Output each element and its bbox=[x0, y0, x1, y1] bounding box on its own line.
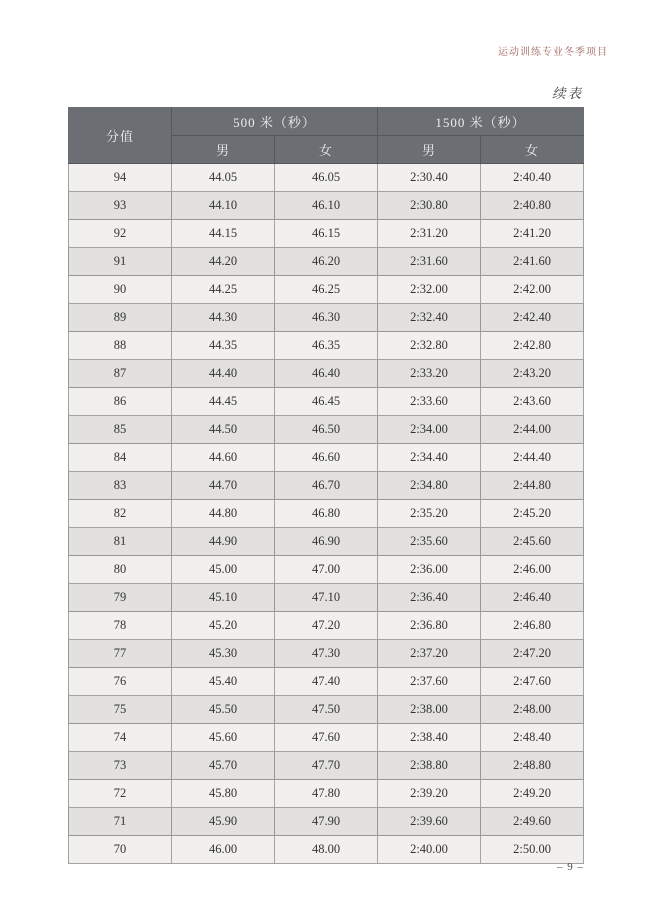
cell-m1500: 2:39.60 bbox=[378, 808, 481, 836]
cell-m1500: 2:34.40 bbox=[378, 444, 481, 472]
table-row bbox=[69, 220, 584, 248]
cell-m500: 44.60 bbox=[172, 444, 275, 472]
table-row bbox=[69, 192, 584, 220]
cell-f1500: 2:48.40 bbox=[481, 724, 584, 752]
cell-f500: 47.00 bbox=[275, 556, 378, 584]
col-group-1500m: 1500 米（秒） bbox=[378, 108, 584, 136]
cell-score: 76 bbox=[69, 668, 172, 696]
cell-f1500: 2:40.40 bbox=[481, 164, 584, 192]
cell-m500: 44.40 bbox=[172, 360, 275, 388]
cell-f1500: 2:44.00 bbox=[481, 416, 584, 444]
table-row bbox=[69, 332, 584, 360]
cell-score: 86 bbox=[69, 388, 172, 416]
cell-m500: 45.30 bbox=[172, 640, 275, 668]
cell-score: 87 bbox=[69, 360, 172, 388]
cell-m1500: 2:31.60 bbox=[378, 248, 481, 276]
cell-score: 93 bbox=[69, 192, 172, 220]
cell-m1500: 2:38.00 bbox=[378, 696, 481, 724]
table-row bbox=[69, 752, 584, 780]
table-row bbox=[69, 724, 584, 752]
cell-f500: 46.90 bbox=[275, 528, 378, 556]
cell-m500: 45.00 bbox=[172, 556, 275, 584]
cell-f1500: 2:50.00 bbox=[481, 836, 584, 864]
table-row bbox=[69, 248, 584, 276]
cell-m1500: 2:38.40 bbox=[378, 724, 481, 752]
cell-m1500: 2:34.00 bbox=[378, 416, 481, 444]
table-row bbox=[69, 500, 584, 528]
col-header-500m-female: 女 bbox=[275, 136, 378, 164]
cell-f1500: 2:47.60 bbox=[481, 668, 584, 696]
cell-f1500: 2:47.20 bbox=[481, 640, 584, 668]
cell-m500: 45.10 bbox=[172, 584, 275, 612]
cell-f500: 46.25 bbox=[275, 276, 378, 304]
table-body bbox=[69, 164, 584, 864]
cell-score: 70 bbox=[69, 836, 172, 864]
table-row bbox=[69, 808, 584, 836]
cell-score: 78 bbox=[69, 612, 172, 640]
continued-table-label: 续表 bbox=[552, 86, 583, 101]
cell-f500: 46.50 bbox=[275, 416, 378, 444]
cell-f500: 46.70 bbox=[275, 472, 378, 500]
cell-score: 82 bbox=[69, 500, 172, 528]
cell-m500: 44.90 bbox=[172, 528, 275, 556]
cell-m500: 44.20 bbox=[172, 248, 275, 276]
cell-m1500: 2:31.20 bbox=[378, 220, 481, 248]
cell-f1500: 2:46.80 bbox=[481, 612, 584, 640]
cell-f500: 46.35 bbox=[275, 332, 378, 360]
cell-f500: 47.50 bbox=[275, 696, 378, 724]
col-header-1500m-male: 男 bbox=[378, 136, 481, 164]
table-row bbox=[69, 388, 584, 416]
table-row bbox=[69, 584, 584, 612]
cell-score: 85 bbox=[69, 416, 172, 444]
col-header-1500m-female: 女 bbox=[481, 136, 584, 164]
cell-f500: 47.40 bbox=[275, 668, 378, 696]
cell-m500: 45.60 bbox=[172, 724, 275, 752]
cell-f500: 46.60 bbox=[275, 444, 378, 472]
cell-f1500: 2:41.20 bbox=[481, 220, 584, 248]
table-header-row-groups bbox=[69, 108, 584, 136]
cell-score: 72 bbox=[69, 780, 172, 808]
cell-score: 89 bbox=[69, 304, 172, 332]
cell-m1500: 2:32.40 bbox=[378, 304, 481, 332]
cell-f500: 47.20 bbox=[275, 612, 378, 640]
col-group-500m: 500 米（秒） bbox=[172, 108, 378, 136]
cell-m500: 44.80 bbox=[172, 500, 275, 528]
cell-m1500: 2:32.80 bbox=[378, 332, 481, 360]
cell-m500: 44.05 bbox=[172, 164, 275, 192]
table-row bbox=[69, 836, 584, 864]
table-row bbox=[69, 304, 584, 332]
cell-f500: 46.10 bbox=[275, 192, 378, 220]
cell-m500: 45.90 bbox=[172, 808, 275, 836]
cell-f1500: 2:43.20 bbox=[481, 360, 584, 388]
cell-m500: 45.50 bbox=[172, 696, 275, 724]
cell-m1500: 2:37.60 bbox=[378, 668, 481, 696]
cell-f1500: 2:42.40 bbox=[481, 304, 584, 332]
cell-m500: 46.00 bbox=[172, 836, 275, 864]
cell-m500: 44.10 bbox=[172, 192, 275, 220]
table-row bbox=[69, 668, 584, 696]
cell-m1500: 2:36.00 bbox=[378, 556, 481, 584]
cell-f1500: 2:43.60 bbox=[481, 388, 584, 416]
cell-m500: 44.25 bbox=[172, 276, 275, 304]
table-row bbox=[69, 612, 584, 640]
cell-m1500: 2:38.80 bbox=[378, 752, 481, 780]
score-table bbox=[68, 107, 584, 864]
cell-score: 79 bbox=[69, 584, 172, 612]
cell-f500: 47.60 bbox=[275, 724, 378, 752]
cell-m1500: 2:36.40 bbox=[378, 584, 481, 612]
cell-m500: 45.70 bbox=[172, 752, 275, 780]
cell-f1500: 2:40.80 bbox=[481, 192, 584, 220]
running-header: 运动训练专业冬季项目 bbox=[498, 47, 608, 58]
cell-m1500: 2:40.00 bbox=[378, 836, 481, 864]
cell-m1500: 2:35.20 bbox=[378, 500, 481, 528]
cell-f1500: 2:45.20 bbox=[481, 500, 584, 528]
cell-f500: 46.80 bbox=[275, 500, 378, 528]
cell-score: 75 bbox=[69, 696, 172, 724]
cell-m500: 45.80 bbox=[172, 780, 275, 808]
cell-score: 83 bbox=[69, 472, 172, 500]
table-row bbox=[69, 416, 584, 444]
cell-m1500: 2:33.60 bbox=[378, 388, 481, 416]
cell-f500: 46.15 bbox=[275, 220, 378, 248]
cell-m1500: 2:37.20 bbox=[378, 640, 481, 668]
col-header-500m-male: 男 bbox=[172, 136, 275, 164]
table-row bbox=[69, 640, 584, 668]
cell-f500: 46.05 bbox=[275, 164, 378, 192]
cell-f1500: 2:46.40 bbox=[481, 584, 584, 612]
cell-f500: 46.45 bbox=[275, 388, 378, 416]
cell-f1500: 2:48.80 bbox=[481, 752, 584, 780]
cell-f1500: 2:48.00 bbox=[481, 696, 584, 724]
table-row bbox=[69, 528, 584, 556]
cell-f500: 47.30 bbox=[275, 640, 378, 668]
cell-f1500: 2:49.60 bbox=[481, 808, 584, 836]
cell-m1500: 2:39.20 bbox=[378, 780, 481, 808]
cell-m1500: 2:35.60 bbox=[378, 528, 481, 556]
cell-f500: 46.30 bbox=[275, 304, 378, 332]
cell-score: 94 bbox=[69, 164, 172, 192]
cell-f500: 46.20 bbox=[275, 248, 378, 276]
cell-m500: 44.30 bbox=[172, 304, 275, 332]
cell-score: 80 bbox=[69, 556, 172, 584]
table-row bbox=[69, 556, 584, 584]
cell-f1500: 2:46.00 bbox=[481, 556, 584, 584]
cell-score: 90 bbox=[69, 276, 172, 304]
table-row bbox=[69, 472, 584, 500]
cell-m1500: 2:36.80 bbox=[378, 612, 481, 640]
cell-score: 73 bbox=[69, 752, 172, 780]
cell-m1500: 2:30.40 bbox=[378, 164, 481, 192]
cell-f1500: 2:45.60 bbox=[481, 528, 584, 556]
cell-m500: 44.50 bbox=[172, 416, 275, 444]
cell-m500: 45.40 bbox=[172, 668, 275, 696]
cell-f1500: 2:44.40 bbox=[481, 444, 584, 472]
cell-m1500: 2:33.20 bbox=[378, 360, 481, 388]
cell-f500: 47.90 bbox=[275, 808, 378, 836]
cell-m500: 44.35 bbox=[172, 332, 275, 360]
cell-m1500: 2:30.80 bbox=[378, 192, 481, 220]
table-row bbox=[69, 360, 584, 388]
cell-score: 84 bbox=[69, 444, 172, 472]
cell-f500: 48.00 bbox=[275, 836, 378, 864]
cell-f1500: 2:41.60 bbox=[481, 248, 584, 276]
cell-f1500: 2:44.80 bbox=[481, 472, 584, 500]
cell-m500: 44.70 bbox=[172, 472, 275, 500]
cell-m500: 44.15 bbox=[172, 220, 275, 248]
table-row bbox=[69, 780, 584, 808]
cell-f1500: 2:42.00 bbox=[481, 276, 584, 304]
cell-f500: 47.70 bbox=[275, 752, 378, 780]
cell-score: 81 bbox=[69, 528, 172, 556]
table-row bbox=[69, 276, 584, 304]
cell-score: 77 bbox=[69, 640, 172, 668]
cell-score: 91 bbox=[69, 248, 172, 276]
cell-score: 88 bbox=[69, 332, 172, 360]
cell-f1500: 2:49.20 bbox=[481, 780, 584, 808]
cell-m500: 44.45 bbox=[172, 388, 275, 416]
table-row bbox=[69, 164, 584, 192]
cell-f500: 47.10 bbox=[275, 584, 378, 612]
table-row bbox=[69, 696, 584, 724]
cell-m1500: 2:32.00 bbox=[378, 276, 481, 304]
cell-score: 71 bbox=[69, 808, 172, 836]
cell-f1500: 2:42.80 bbox=[481, 332, 584, 360]
cell-f500: 46.40 bbox=[275, 360, 378, 388]
cell-m500: 45.20 bbox=[172, 612, 275, 640]
cell-m1500: 2:34.80 bbox=[378, 472, 481, 500]
table-row bbox=[69, 444, 584, 472]
page-number: – 9 – bbox=[557, 861, 584, 873]
cell-f500: 47.80 bbox=[275, 780, 378, 808]
col-header-score: 分值 bbox=[69, 108, 172, 164]
cell-score: 92 bbox=[69, 220, 172, 248]
table-header bbox=[69, 108, 584, 164]
cell-score: 74 bbox=[69, 724, 172, 752]
